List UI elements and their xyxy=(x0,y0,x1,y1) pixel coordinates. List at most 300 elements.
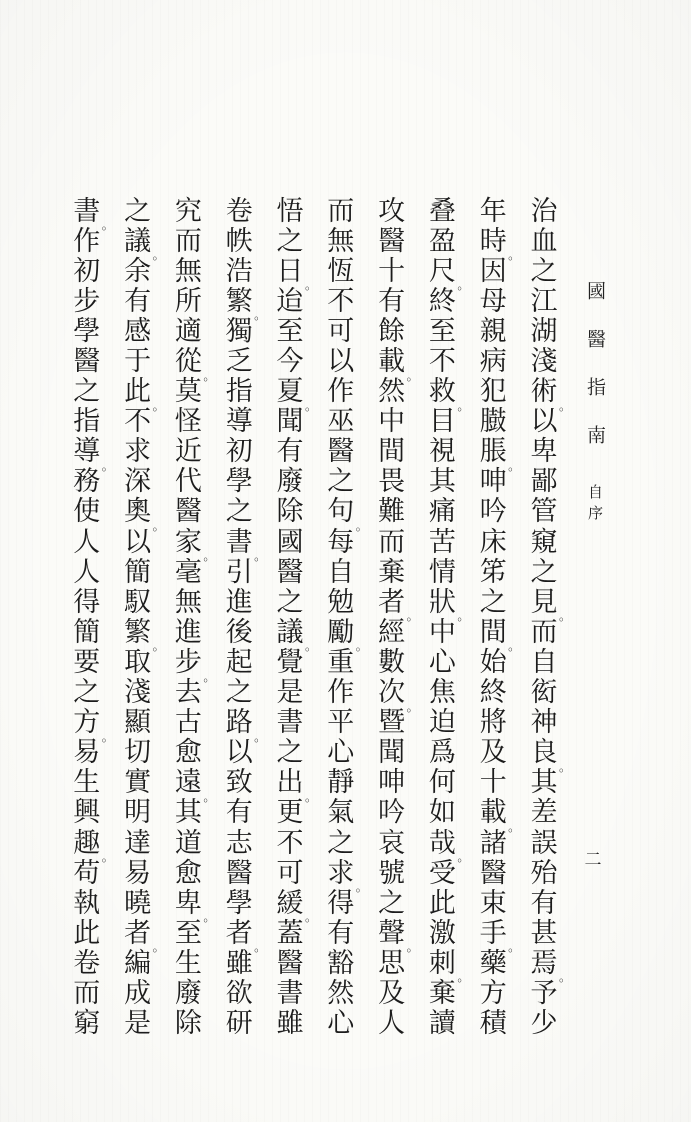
text-character: 中 xyxy=(378,406,406,437)
text-character: 除 xyxy=(174,1008,202,1039)
punctuation-mark: 。 xyxy=(101,458,114,473)
text-character: 興 xyxy=(73,797,101,828)
punctuation-mark: 。 xyxy=(254,940,267,955)
text-character: 乏 xyxy=(225,346,253,377)
punctuation-mark: 。 xyxy=(558,609,571,624)
section-title: 自序 xyxy=(586,484,602,526)
text-character: 不 xyxy=(327,285,355,316)
text-character: 近 xyxy=(174,436,202,467)
text-character: 醫 xyxy=(276,556,304,587)
text-character: 書 xyxy=(276,977,304,1008)
text-character: 去 xyxy=(174,677,202,708)
text-character: 步 。 xyxy=(174,646,216,684)
text-character: 之 xyxy=(276,586,304,617)
text-character: 生 xyxy=(174,947,202,978)
text-character: 叠 xyxy=(428,195,456,226)
text-character: 可 xyxy=(276,857,304,888)
text-character: 議 。 xyxy=(276,616,317,654)
text-character: 編 xyxy=(124,947,152,978)
text-character: 之 xyxy=(479,586,507,617)
text-character: 緩 。 xyxy=(276,887,317,925)
text-character: 醫 xyxy=(73,346,101,377)
text-character: 恆 xyxy=(327,255,355,286)
text-character: 無 xyxy=(327,225,355,256)
text-character: 簡 xyxy=(124,556,152,587)
text-character: 棄 xyxy=(428,977,456,1008)
text-character: 不 xyxy=(428,346,456,377)
text-character: 積 xyxy=(479,1008,507,1039)
text-character: 不 xyxy=(124,406,152,437)
text-character: 術 。 xyxy=(530,376,571,413)
text-character: 及 xyxy=(378,977,406,1008)
text-character: 人 xyxy=(378,1008,406,1039)
text-character: 代 xyxy=(174,466,202,497)
text-character: 畏 xyxy=(378,466,406,497)
text-character: 實 xyxy=(124,767,152,798)
text-character: 至 xyxy=(428,315,456,346)
text-character: 醫 xyxy=(225,857,253,888)
text-character: 卷 xyxy=(73,947,101,978)
text-column xyxy=(222,195,267,1039)
text-character: 者 。 xyxy=(124,917,165,955)
text-character: 聞 xyxy=(276,406,304,437)
text-character: 顯 xyxy=(124,707,152,738)
text-character: 之 xyxy=(73,376,101,407)
text-character: 者 。 xyxy=(378,586,419,624)
punctuation-mark: 。 xyxy=(304,398,317,413)
text-character: 之 xyxy=(327,466,355,497)
text-character: 殆 xyxy=(530,857,558,888)
text-character: 而 xyxy=(530,616,558,647)
text-character: 讀 xyxy=(428,1008,456,1039)
text-character: 而 xyxy=(73,977,101,1008)
text-character: 哀 xyxy=(378,827,406,858)
text-character: 攻 xyxy=(378,195,406,226)
text-character: 其 xyxy=(530,767,558,798)
text-character: 家 。 xyxy=(174,526,216,564)
text-character: 愈 xyxy=(174,737,202,768)
text-character: 蓋 xyxy=(276,917,304,948)
text-character: 作 xyxy=(327,677,355,708)
text-character: 得 xyxy=(327,887,355,918)
text-character: 其 xyxy=(428,466,456,497)
text-character: 初 xyxy=(225,436,253,467)
text-character: 淺 xyxy=(124,677,152,708)
text-character: 目 xyxy=(428,406,456,437)
text-character: 臌 xyxy=(479,406,507,437)
text-character: 哉 。 xyxy=(428,827,470,865)
text-character: 感 xyxy=(124,315,152,346)
text-character: 生 xyxy=(73,767,101,798)
text-character: 氣 xyxy=(327,797,355,828)
text-character: 巫 xyxy=(327,406,355,437)
text-character: 苟 xyxy=(73,857,101,888)
punctuation-mark: 。 xyxy=(254,729,267,744)
text-character: 作 xyxy=(73,225,101,256)
text-character: 何 xyxy=(428,767,456,798)
punctuation-mark: 。 xyxy=(508,248,521,263)
text-character: 視 xyxy=(428,436,456,467)
text-character: 成 xyxy=(124,977,152,1008)
text-character: 狀 。 xyxy=(428,586,470,624)
punctuation-mark: 。 xyxy=(152,398,165,413)
text-character: 尺 。 xyxy=(428,255,470,293)
text-character: 有 xyxy=(378,285,406,316)
text-character: 無 xyxy=(174,255,202,286)
text-character: 豁 xyxy=(327,947,355,978)
text-character: 有 xyxy=(530,887,558,918)
text-character: 之 xyxy=(73,677,101,708)
text-character: 聲 。 xyxy=(378,917,419,955)
text-column xyxy=(121,195,165,1039)
text-character: 而 xyxy=(378,526,406,557)
text-character: 導 。 xyxy=(73,436,114,473)
punctuation-mark: 。 xyxy=(203,910,216,925)
text-character: 間 xyxy=(378,436,406,467)
text-character: 及 xyxy=(479,737,507,768)
text-character: 暨 xyxy=(378,707,406,738)
text-character: 進 xyxy=(225,586,253,617)
punctuation-mark: 。 xyxy=(457,609,470,624)
text-character: 馭 xyxy=(124,586,152,617)
text-character: 鄙 xyxy=(530,466,558,497)
text-character: 餘 xyxy=(378,315,406,346)
text-character: 經 xyxy=(378,616,406,647)
punctuation-mark: 。 xyxy=(152,248,165,263)
book-title: 國醫指南 xyxy=(584,281,605,473)
text-character: 號 xyxy=(378,857,406,888)
text-character: 將 xyxy=(479,707,507,738)
text-character: 自 xyxy=(327,556,355,587)
punctuation-mark: 。 xyxy=(355,519,368,534)
text-character: 呻 xyxy=(479,466,507,497)
text-character: 切 xyxy=(124,737,152,768)
text-character: 病 xyxy=(479,346,507,377)
text-character: 至 xyxy=(276,315,304,346)
text-character: 其 xyxy=(174,797,202,828)
text-character: 神 xyxy=(530,707,558,738)
text-character: 出 。 xyxy=(276,767,317,804)
punctuation-mark: 。 xyxy=(203,368,216,383)
text-character: 時 。 xyxy=(479,225,521,263)
text-character: 痛 xyxy=(428,496,456,527)
text-character: 帙 xyxy=(225,225,253,256)
text-character: 親 xyxy=(479,315,507,346)
text-character: 進 xyxy=(174,616,202,647)
punctuation-mark: 。 xyxy=(406,699,419,714)
text-column xyxy=(476,195,521,1039)
text-character: 書 xyxy=(276,707,304,738)
text-character: 簡 xyxy=(73,616,101,647)
text-character: 是 xyxy=(276,677,304,708)
text-column xyxy=(171,195,216,1039)
text-character: 之 xyxy=(225,496,253,527)
text-character: 之 xyxy=(124,195,152,226)
text-character: 少 xyxy=(530,1008,558,1039)
text-character: 莫 xyxy=(174,376,202,407)
text-character: 良 。 xyxy=(530,737,571,774)
text-character: 重 xyxy=(327,646,355,677)
text-character: 至 xyxy=(174,917,202,948)
text-character: 雖 xyxy=(225,947,253,978)
text-character: 淺 xyxy=(530,346,558,377)
text-character: 可 xyxy=(327,315,355,346)
punctuation-mark: 。 xyxy=(203,789,216,804)
text-character: 間 。 xyxy=(479,616,521,654)
text-character: 之 xyxy=(276,225,304,256)
text-character: 因 xyxy=(479,255,507,286)
text-character: 載 。 xyxy=(479,797,521,834)
text-character: 繁 。 xyxy=(124,616,165,654)
text-character: 易 xyxy=(73,737,101,768)
text-character: 夏 。 xyxy=(276,376,317,413)
punctuation-mark: 。 xyxy=(101,729,114,744)
text-character: 學 xyxy=(73,315,101,346)
text-character: 以 xyxy=(530,406,558,437)
text-character: 有 xyxy=(225,797,253,828)
text-character: 有 xyxy=(124,285,152,316)
text-character: 研 xyxy=(225,1008,253,1039)
text-character: 吟 xyxy=(479,496,507,527)
text-character: 衒 xyxy=(530,677,558,708)
text-character: 作 xyxy=(327,376,355,407)
punctuation-mark: 。 xyxy=(406,368,419,383)
text-character: 如 xyxy=(428,797,456,828)
text-character: 湖 xyxy=(530,315,558,346)
text-character: 平 xyxy=(327,707,355,738)
text-character: 導 xyxy=(225,406,253,437)
punctuation-mark: 。 xyxy=(558,398,571,413)
text-character: 以 xyxy=(124,526,152,557)
text-character: 苦 xyxy=(428,526,456,557)
text-character: 此 xyxy=(428,887,456,918)
text-character: 終 xyxy=(479,677,507,708)
punctuation-mark: 。 xyxy=(304,278,317,293)
text-character: 要 xyxy=(73,646,101,677)
text-character: 初 xyxy=(73,255,101,286)
text-character: 之 xyxy=(530,255,558,286)
text-character: 見 。 xyxy=(530,586,571,624)
text-character: 不 xyxy=(276,827,304,858)
punctuation-mark: 。 xyxy=(304,789,317,804)
text-character: 廢 xyxy=(276,466,304,497)
text-character: 焉 。 xyxy=(530,947,571,985)
text-character: 書 。 xyxy=(225,526,267,564)
text-character: 有 xyxy=(327,917,355,948)
punctuation-mark: 。 xyxy=(254,549,267,564)
text-character: 年 xyxy=(479,195,507,226)
text-character: 之 xyxy=(378,887,406,918)
text-character: 獨 xyxy=(225,315,253,346)
text-character: 易 xyxy=(124,857,152,888)
text-character: 誤 xyxy=(530,827,558,858)
text-character: 每 xyxy=(327,526,355,557)
text-character: 明 xyxy=(124,797,152,828)
text-column xyxy=(273,195,317,1039)
text-character: 數 xyxy=(378,646,406,677)
text-character: 笫 xyxy=(479,556,507,587)
text-character: 指 xyxy=(225,376,253,407)
text-character: 卑 。 xyxy=(174,887,216,925)
text-character: 然 xyxy=(378,376,406,407)
text-character: 除 xyxy=(276,496,304,527)
text-character: 是 xyxy=(124,1008,152,1039)
punctuation-mark: 。 xyxy=(152,639,165,654)
text-character: 方 。 xyxy=(73,707,114,744)
text-character: 方 xyxy=(479,977,507,1008)
text-character: 手 。 xyxy=(479,917,521,955)
text-character: 求 xyxy=(124,436,152,467)
text-character: 之 xyxy=(276,737,304,768)
text-character: 以 xyxy=(327,346,355,377)
punctuation-mark: 。 xyxy=(203,669,216,684)
text-character: 醫 xyxy=(479,857,507,888)
text-character: 醫 xyxy=(378,225,406,256)
text-character: 情 xyxy=(428,556,456,587)
text-character: 國 xyxy=(276,526,304,557)
text-character: 之 xyxy=(225,677,253,708)
text-character: 人 xyxy=(73,556,101,587)
text-character: 刺 。 xyxy=(428,947,470,985)
text-character: 議 。 xyxy=(124,225,165,263)
text-character: 醫 xyxy=(327,436,355,467)
text-character: 十 xyxy=(378,255,406,286)
text-character: 而 xyxy=(327,195,355,226)
punctuation-mark: 。 xyxy=(152,940,165,955)
punctuation-mark: 。 xyxy=(101,218,114,233)
text-column xyxy=(375,195,419,1039)
text-column xyxy=(70,195,114,1039)
text-character: 適 xyxy=(174,315,202,346)
text-character: 受 xyxy=(428,857,456,888)
punctuation-mark: 。 xyxy=(152,519,165,534)
punctuation-mark: 。 xyxy=(304,639,317,654)
text-character: 日 。 xyxy=(276,255,317,293)
text-character: 束 xyxy=(479,887,507,918)
punctuation-mark: 。 xyxy=(304,910,317,925)
text-character: 達 xyxy=(124,827,152,858)
punctuation-mark: 。 xyxy=(508,639,521,654)
text-character: 卑 xyxy=(530,436,558,467)
punctuation-mark: 。 xyxy=(457,970,470,985)
text-character: 此 xyxy=(73,917,101,948)
page-number: 二 xyxy=(584,850,602,869)
text-character: 書 。 xyxy=(73,195,114,233)
text-character: 激 xyxy=(428,917,456,948)
text-character: 盈 xyxy=(428,225,456,256)
text-character: 吟 xyxy=(378,797,406,828)
text-character: 引 xyxy=(225,556,253,587)
punctuation-mark: 。 xyxy=(558,759,571,774)
punctuation-mark: 。 xyxy=(508,458,521,473)
text-character: 求 。 xyxy=(327,857,368,895)
text-character: 執 xyxy=(73,887,101,918)
text-character: 毫 xyxy=(174,556,202,587)
punctuation-mark: 。 xyxy=(355,880,368,895)
text-character: 志 xyxy=(225,827,253,858)
text-character: 窮 xyxy=(73,1008,101,1039)
text-character: 無 xyxy=(174,586,202,617)
text-character: 救 。 xyxy=(428,376,470,413)
text-character: 後 xyxy=(225,616,253,647)
text-character: 犯 xyxy=(479,376,507,407)
text-character: 次 。 xyxy=(378,677,419,714)
punctuation-mark: 。 xyxy=(558,970,571,985)
text-character: 載 。 xyxy=(378,346,419,383)
text-character: 今 xyxy=(276,346,304,377)
text-character: 難 xyxy=(378,496,406,527)
text-character: 有 xyxy=(276,436,304,467)
text-character: 思 xyxy=(378,947,406,978)
text-character: 怪 xyxy=(174,406,202,437)
text-character: 人 xyxy=(73,526,101,557)
text-character: 窺 xyxy=(530,526,558,557)
text-character: 然 xyxy=(327,977,355,1008)
punctuation-mark: 。 xyxy=(457,398,470,413)
text-character: 步 xyxy=(73,285,101,316)
text-character: 心 xyxy=(327,1008,355,1039)
punctuation-mark: 。 xyxy=(508,819,521,834)
text-character: 棄 xyxy=(378,556,406,587)
text-character: 繁 。 xyxy=(225,285,267,323)
punctuation-mark: 。 xyxy=(406,609,419,624)
text-character: 中 xyxy=(428,616,456,647)
text-character: 路 。 xyxy=(225,707,267,744)
punctuation-mark: 。 xyxy=(355,639,368,654)
text-character: 得 xyxy=(73,586,101,617)
text-character: 靜 xyxy=(327,767,355,798)
text-character: 勉 xyxy=(327,586,355,617)
punctuation-mark: 。 xyxy=(457,278,470,293)
text-character: 之 xyxy=(530,556,558,587)
text-character: 予 xyxy=(530,977,558,1008)
text-character: 學 xyxy=(225,466,253,497)
text-character: 致 xyxy=(225,767,253,798)
text-character: 者 。 xyxy=(225,917,267,955)
text-character: 甚 xyxy=(530,917,558,948)
text-character: 迫 xyxy=(428,707,456,738)
text-character: 古 xyxy=(174,707,202,738)
text-character: 呻 xyxy=(378,767,406,798)
text-character: 之 xyxy=(327,827,355,858)
text-character: 取 xyxy=(124,646,152,677)
text-character: 醫 xyxy=(276,947,304,978)
text-character: 始 xyxy=(479,646,507,677)
text-character: 欲 xyxy=(225,977,253,1008)
text-character: 以 xyxy=(225,737,253,768)
text-character: 余 xyxy=(124,255,152,286)
text-character: 起 xyxy=(225,646,253,677)
text-character: 更 xyxy=(276,797,304,828)
text-character: 于 xyxy=(124,346,152,377)
text-character: 句 。 xyxy=(327,496,368,534)
text-character: 指 xyxy=(73,406,101,437)
text-character: 血 xyxy=(530,225,558,256)
text-character: 趣 。 xyxy=(73,827,114,865)
text-character: 治 xyxy=(530,195,558,226)
text-character: 所 xyxy=(174,285,202,316)
text-character: 焦 xyxy=(428,677,456,708)
text-character: 覺 xyxy=(276,646,304,677)
punctuation-mark: 。 xyxy=(203,549,216,564)
text-character: 聞 xyxy=(378,737,406,768)
text-character: 諸 xyxy=(479,827,507,858)
text-character: 此 。 xyxy=(124,376,165,413)
text-character: 曉 xyxy=(124,887,152,918)
text-character: 而 xyxy=(174,225,202,256)
text-character: 心 xyxy=(327,737,355,768)
text-character: 勵 。 xyxy=(327,616,368,654)
